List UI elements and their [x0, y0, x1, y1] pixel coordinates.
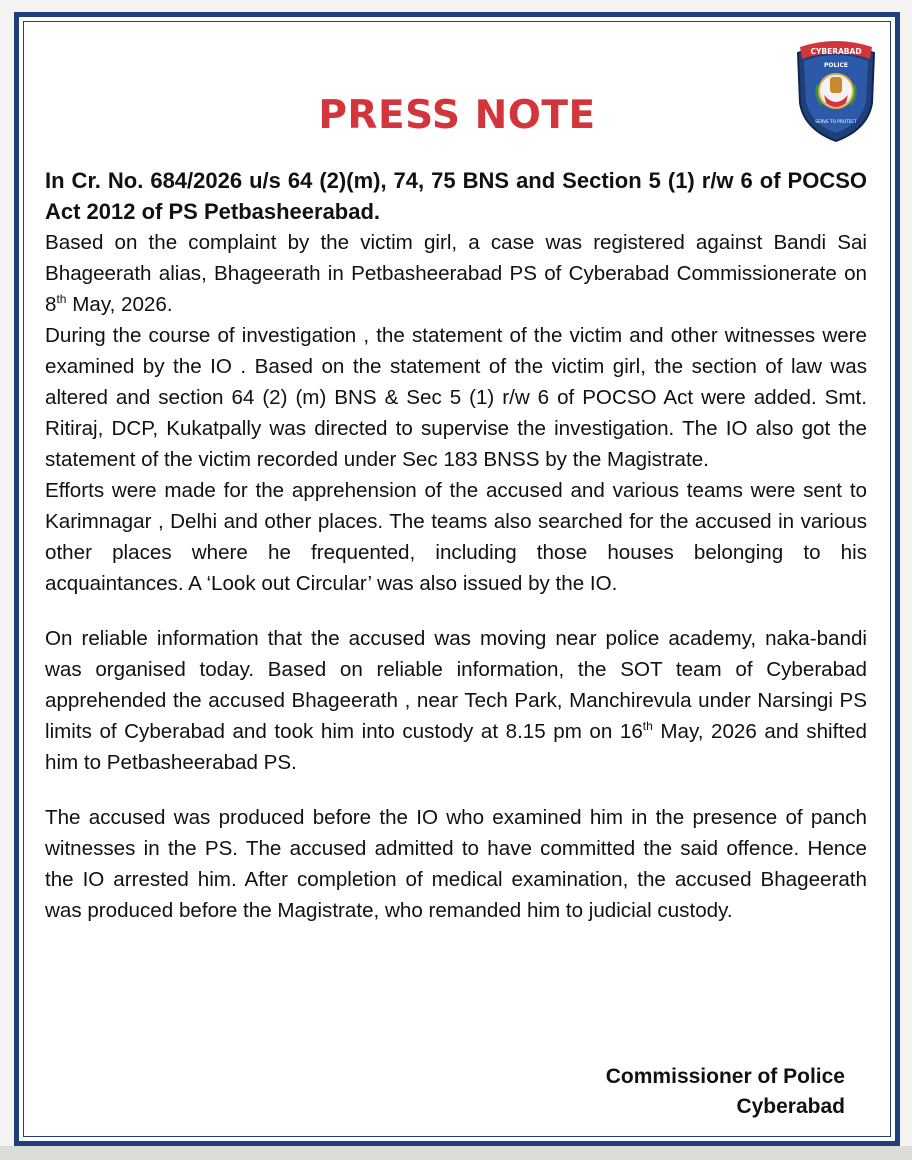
paragraph-apprehension-date: May, 2026 and shifted him to Petbasheerabad PS.	[45, 720, 867, 774]
paragraph-complaint-date: May, 2026.	[66, 293, 173, 316]
logo-sub-text: POLICE	[823, 62, 849, 69]
paragraph-apprehension-text: On reliable information that the accused was moving near police academy, naka-bandi was organised today. Based on reliable information, the SOT team of Cyberabad apprehended the accused Bhageerath , near Tech Park, Manchirevula under Narsingi PS limits of Cyberabad and took him into custody at 8.15 pm on 16	[45, 627, 867, 743]
paragraph-complaint	[45, 227, 867, 320]
page-bottom-edge	[0, 1146, 912, 1160]
paragraph-complaint-text: Based on the complaint by the victim girl, a case was registered against Bandi Sai Bhageerath alias, Bhageerath in Petbasheerabad PS of Cyberabad Commissionerate on 8	[45, 231, 867, 316]
press-note-body	[45, 165, 867, 926]
signature-title: Commissioner of Police	[605, 1065, 845, 1088]
ordinal-suffix: th	[56, 292, 67, 307]
case-heading: In Cr. No. 684/2026 u/s 64 (2)(m), 74, 75 BNS and Section 5 (1) r/w 6 of POCSO Act 2012 of PS Petbasheerabad.	[45, 168, 867, 224]
paragraph-investigation: During the course of investigation , the statement of the victim and other witnesses were examined by the IO . Based on the statement of the victim girl, the section of law was altered and section 64 (2) (m) BNS & Sec 5 (1) r/w 6 of POCSO Act were added. Smt. Ritiraj, DCP, Kukatpally was directed to supervise the investigation. The IO also got the statement of the victim recorded under Sec 183 BNSS by the Magistrate.	[45, 324, 867, 471]
ordinal-suffix: th	[642, 719, 653, 734]
page-title: PRESS NOTE	[318, 93, 596, 138]
signature-location: Cyberabad	[736, 1095, 845, 1118]
logo-top-text: CYBERABAD	[810, 47, 862, 56]
press-note-frame	[14, 12, 900, 1146]
paragraph-apprehension	[45, 623, 867, 778]
logo-bottom-text: SERVE TO PROTECT	[815, 119, 857, 124]
signature-block	[606, 1062, 845, 1122]
paragraph-efforts: Efforts were made for the apprehension of the accused and various teams were sent to Karimnagar , Delhi and other places. The teams also searched for the accused in various other places where he frequented, including those houses belonging to his acquaintances. A ‘Look out Circular’ was also issued by the IO.	[45, 479, 867, 595]
paragraph-arrest: The accused was produced before the IO who examined him in the presence of panch witnesses in the PS. The accused admitted to have committed the said offence. Hence the IO arrested him. After completion of medical examination, the accused Bhageerath was produced before the Magistrate, who remanded him to judicial custody.	[45, 806, 867, 922]
